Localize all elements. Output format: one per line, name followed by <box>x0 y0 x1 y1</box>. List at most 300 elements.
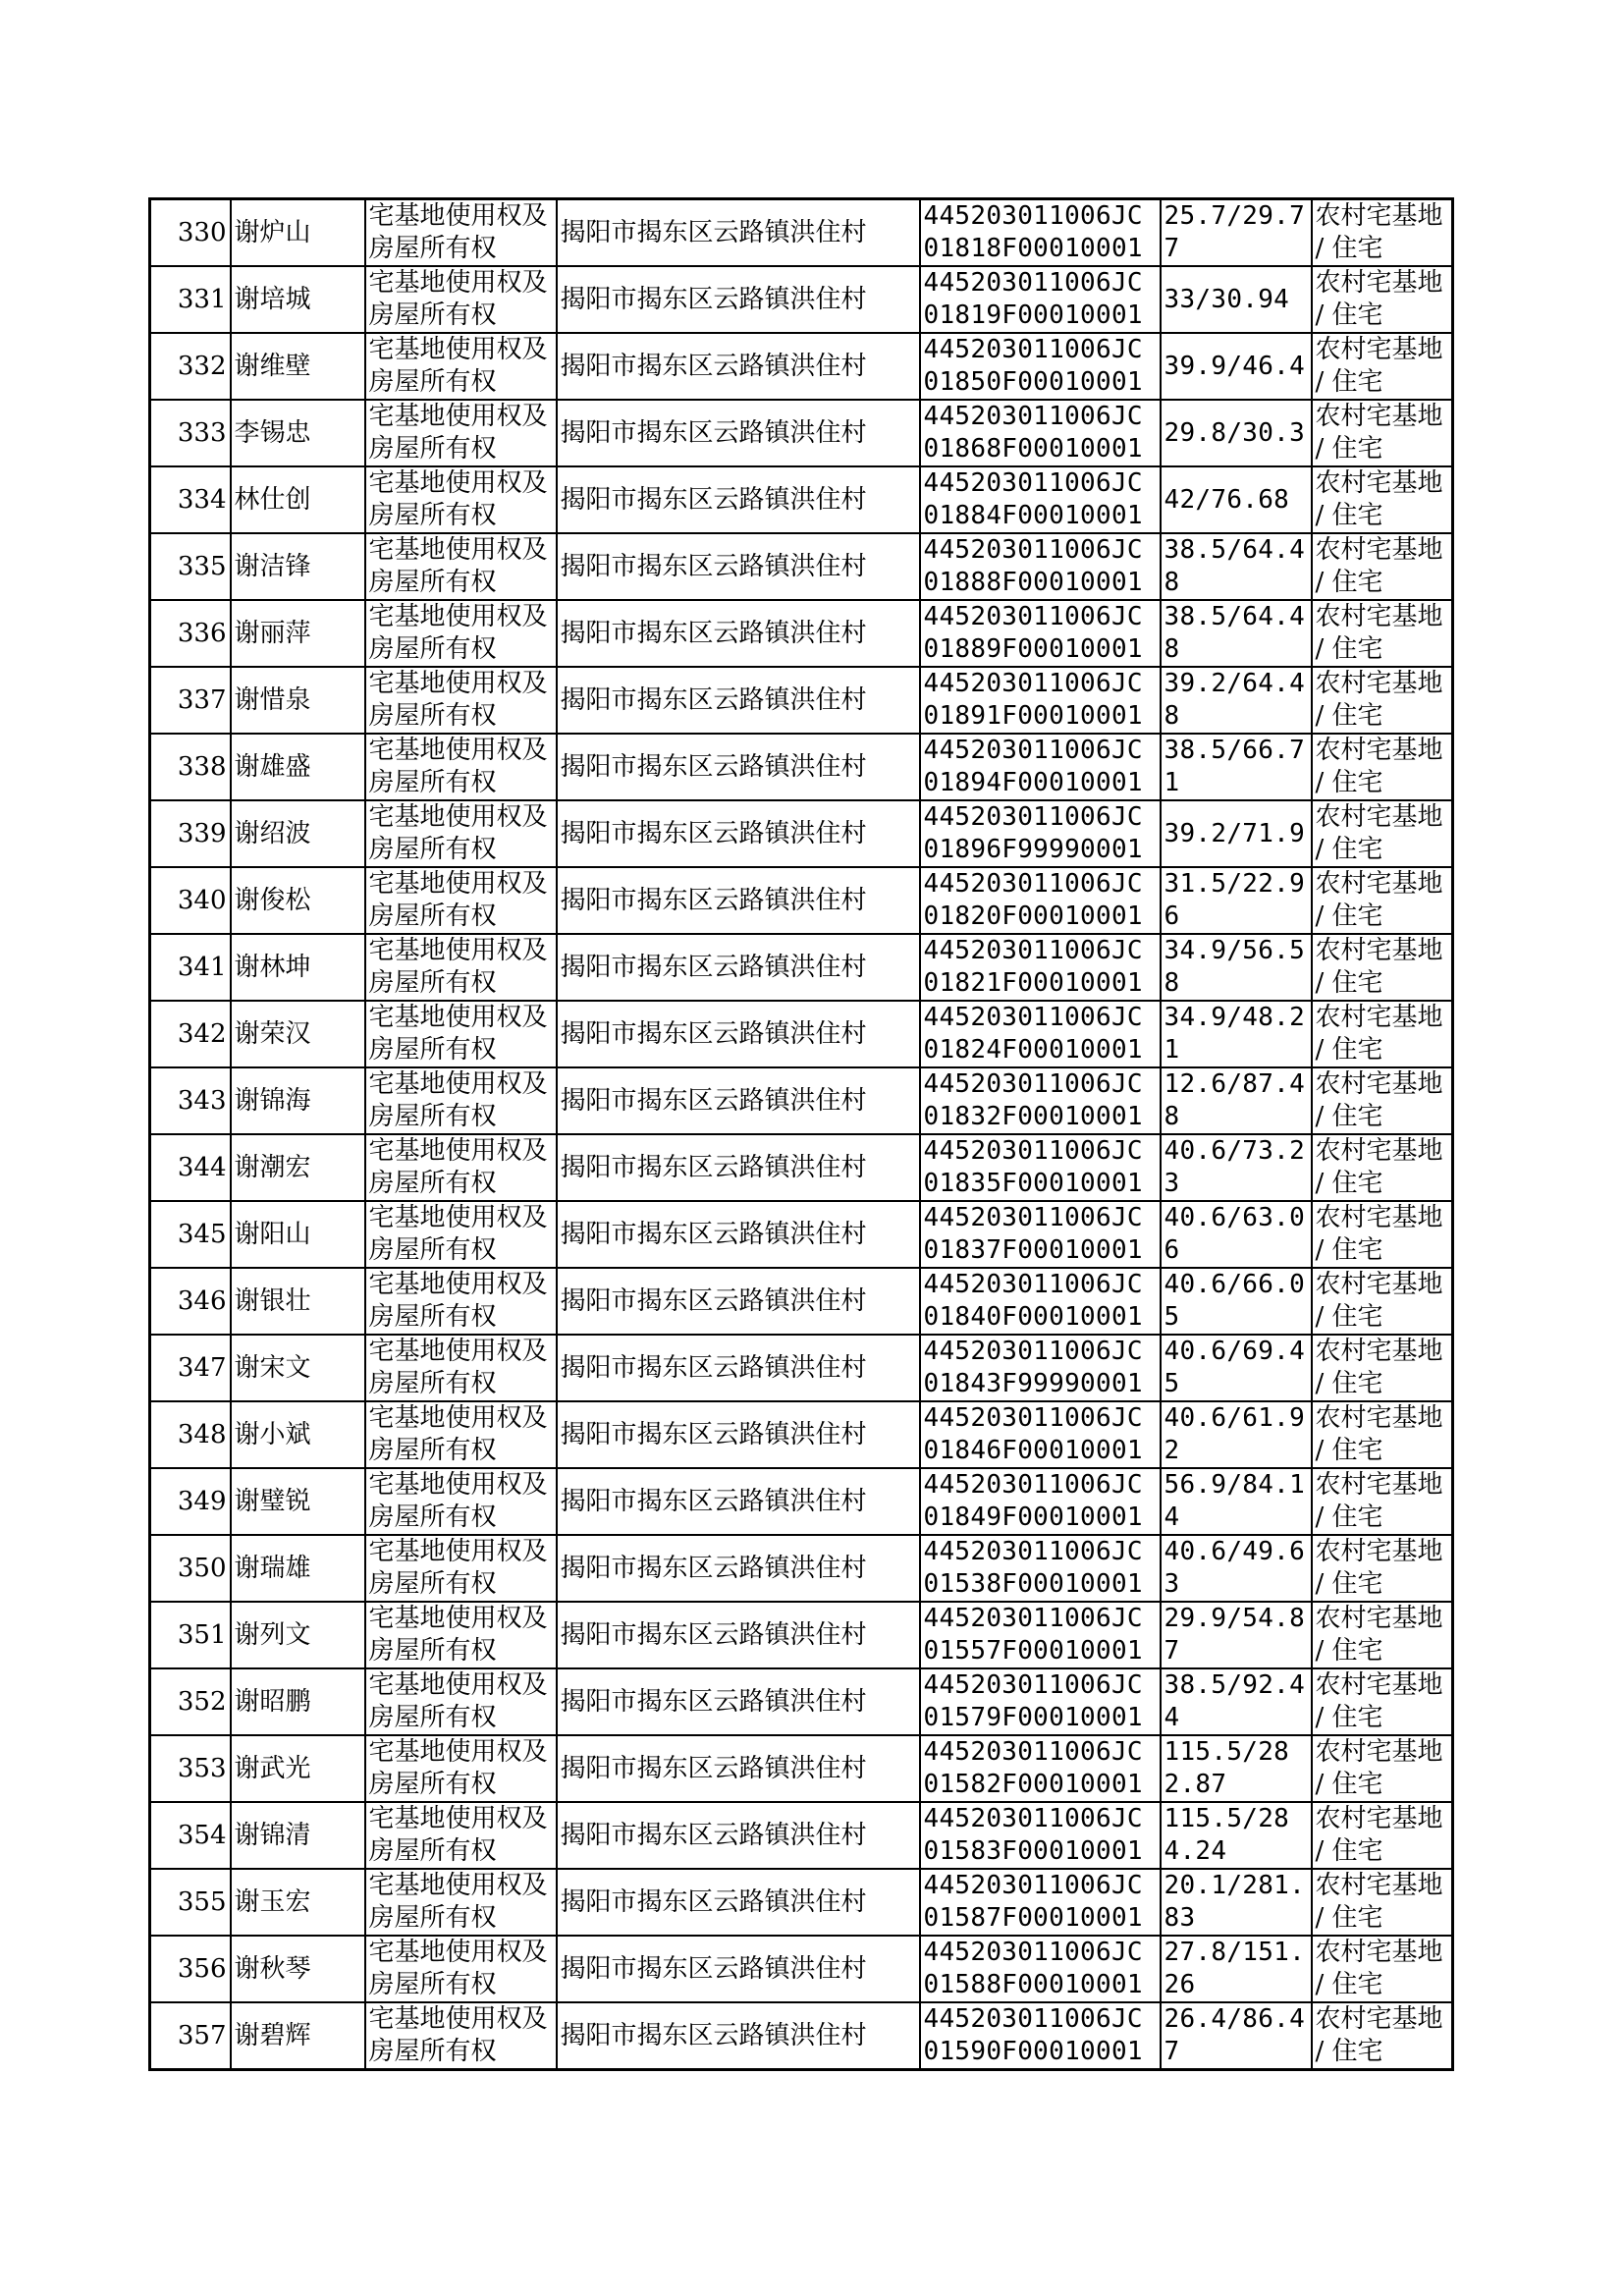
unit-code: 445203011006JC01538F00010001 <box>923 1537 1143 1599</box>
right-type-cell <box>365 1067 557 1134</box>
usage-cell <box>1312 1067 1453 1134</box>
unit-code: 445203011006JC01840F00010001 <box>923 1270 1143 1332</box>
right-type-cell <box>365 266 557 333</box>
owner-name: 谢小斌 <box>234 1419 311 1449</box>
area-cell <box>1161 1802 1312 1869</box>
area: 40.6/49.63 <box>1164 1537 1306 1599</box>
usage: 农村宅基地 / 住宅 <box>1315 1470 1443 1532</box>
location: 揭阳市揭东区云路镇洪住村 <box>560 1820 867 1850</box>
right-type: 宅基地使用权及房屋所有权 <box>368 802 548 864</box>
location: 揭阳市揭东区云路镇洪住村 <box>560 952 867 982</box>
table-row <box>150 1067 1453 1134</box>
unit-code-cell <box>920 734 1161 800</box>
right-type: 宅基地使用权及房屋所有权 <box>368 1670 548 1732</box>
owner-name: 谢洁锋 <box>234 551 311 581</box>
area-cell <box>1161 533 1312 600</box>
right-type: 宅基地使用权及房屋所有权 <box>368 1871 548 1933</box>
usage: 农村宅基地 / 住宅 <box>1315 1069 1443 1131</box>
owner-name-cell <box>231 867 365 934</box>
owner-name-cell <box>231 1134 365 1201</box>
row-number: 340 <box>177 885 227 915</box>
usage: 农村宅基地 / 住宅 <box>1315 1537 1443 1599</box>
usage: 农村宅基地 / 住宅 <box>1315 802 1443 864</box>
unit-code-cell <box>920 1668 1161 1735</box>
owner-name-cell <box>231 1802 365 1869</box>
area-cell <box>1161 400 1312 466</box>
usage: 农村宅基地 / 住宅 <box>1315 1804 1443 1866</box>
right-type: 宅基地使用权及房屋所有权 <box>368 1537 548 1599</box>
unit-code-cell <box>920 1134 1161 1201</box>
usage: 农村宅基地 / 住宅 <box>1315 1737 1443 1799</box>
owner-name-cell <box>231 1735 365 1802</box>
owner-name-cell <box>231 934 365 1001</box>
area-cell <box>1161 800 1312 867</box>
unit-code-cell <box>920 1869 1161 1936</box>
unit-code: 445203011006JC01579F00010001 <box>923 1670 1143 1732</box>
row-number: 351 <box>177 1619 227 1650</box>
row-number-cell <box>150 1001 231 1067</box>
table-row <box>150 400 1453 466</box>
right-type-cell <box>365 2002 557 2070</box>
area: 42/76.68 <box>1164 484 1290 515</box>
table-row <box>150 1602 1453 1668</box>
location: 揭阳市揭东区云路镇洪住村 <box>560 1686 867 1717</box>
table-row <box>150 800 1453 867</box>
area-cell <box>1161 1869 1312 1936</box>
owner-name: 谢列文 <box>234 1619 311 1650</box>
row-number: 345 <box>177 1219 227 1249</box>
right-type: 宅基地使用权及房屋所有权 <box>368 1337 548 1398</box>
location: 揭阳市揭东区云路镇洪住村 <box>560 1953 867 1984</box>
right-type-cell <box>365 1869 557 1936</box>
location: 揭阳市揭东区云路镇洪住村 <box>560 1753 867 1783</box>
unit-code: 445203011006JC01894F00010001 <box>923 736 1143 797</box>
area: 33/30.94 <box>1164 284 1290 314</box>
table-row <box>150 199 1453 267</box>
usage: 农村宅基地 / 住宅 <box>1315 1670 1443 1732</box>
owner-name-cell <box>231 1335 365 1401</box>
unit-code-cell <box>920 266 1161 333</box>
usage-cell <box>1312 934 1453 1001</box>
right-type: 宅基地使用权及房屋所有权 <box>368 402 548 464</box>
location-cell <box>557 800 920 867</box>
unit-code-cell <box>920 934 1161 1001</box>
unit-code-cell <box>920 800 1161 867</box>
usage-cell <box>1312 1201 1453 1268</box>
unit-code-cell <box>920 333 1161 400</box>
row-number: 343 <box>177 1085 227 1116</box>
area-cell <box>1161 934 1312 1001</box>
location-cell <box>557 400 920 466</box>
owner-name: 谢俊松 <box>234 885 311 915</box>
area: 40.6/69.45 <box>1164 1337 1306 1398</box>
row-number: 332 <box>177 351 227 381</box>
unit-code-cell <box>920 1535 1161 1602</box>
unit-code-cell <box>920 1802 1161 1869</box>
table-row <box>150 867 1453 934</box>
location: 揭阳市揭东区云路镇洪住村 <box>560 284 867 314</box>
table-row <box>150 1936 1453 2002</box>
area: 40.6/63.06 <box>1164 1203 1306 1265</box>
usage: 农村宅基地 / 住宅 <box>1315 936 1443 998</box>
usage: 农村宅基地 / 住宅 <box>1315 869 1443 931</box>
area: 34.9/56.58 <box>1164 936 1306 998</box>
usage: 农村宅基地 / 住宅 <box>1315 468 1443 530</box>
owner-name: 谢璧锐 <box>234 1486 311 1516</box>
usage-cell <box>1312 1535 1453 1602</box>
area: 29.8/30.3 <box>1164 417 1306 448</box>
area-cell <box>1161 1335 1312 1401</box>
row-number-cell <box>150 600 231 667</box>
area: 39.2/71.9 <box>1164 818 1306 848</box>
row-number-cell <box>150 734 231 800</box>
usage: 农村宅基地 / 住宅 <box>1315 1003 1443 1065</box>
row-number: 331 <box>177 284 227 314</box>
owner-name: 林仕创 <box>234 484 311 515</box>
unit-code-cell <box>920 1067 1161 1134</box>
usage-cell <box>1312 1335 1453 1401</box>
right-type-cell <box>365 199 557 267</box>
right-type: 宅基地使用权及房屋所有权 <box>368 1069 548 1131</box>
location-cell <box>557 1401 920 1468</box>
usage: 农村宅基地 / 住宅 <box>1315 1270 1443 1332</box>
unit-code-cell <box>920 600 1161 667</box>
unit-code-cell <box>920 1268 1161 1335</box>
row-number-cell <box>150 1401 231 1468</box>
row-number-cell <box>150 667 231 734</box>
location: 揭阳市揭东区云路镇洪住村 <box>560 1152 867 1182</box>
right-type: 宅基地使用权及房屋所有权 <box>368 869 548 931</box>
owner-name-cell <box>231 266 365 333</box>
area-cell <box>1161 1936 1312 2002</box>
row-number: 335 <box>177 551 227 581</box>
owner-name-cell <box>231 1201 365 1268</box>
location-cell <box>557 734 920 800</box>
table-row <box>150 533 1453 600</box>
location: 揭阳市揭东区云路镇洪住村 <box>560 1085 867 1116</box>
table-row <box>150 1468 1453 1535</box>
owner-name: 谢荣汉 <box>234 1018 311 1049</box>
right-type: 宅基地使用权及房屋所有权 <box>368 1403 548 1465</box>
owner-name: 谢锦海 <box>234 1085 311 1116</box>
location-cell <box>557 1001 920 1067</box>
owner-name: 谢雄盛 <box>234 751 311 782</box>
owner-name-cell <box>231 734 365 800</box>
usage: 农村宅基地 / 住宅 <box>1315 201 1443 263</box>
area: 39.9/46.4 <box>1164 351 1306 381</box>
right-type-cell <box>365 1201 557 1268</box>
table-row <box>150 1668 1453 1735</box>
unit-code: 445203011006JC01583F00010001 <box>923 1804 1143 1866</box>
area: 27.8/151.26 <box>1164 1938 1306 1999</box>
unit-code: 445203011006JC01557F00010001 <box>923 1604 1143 1666</box>
area-cell <box>1161 466 1312 533</box>
owner-name-cell <box>231 533 365 600</box>
usage-cell <box>1312 1134 1453 1201</box>
table-row <box>150 1735 1453 1802</box>
area: 34.9/48.21 <box>1164 1003 1306 1065</box>
unit-code: 445203011006JC01820F00010001 <box>923 869 1143 931</box>
area-cell <box>1161 1468 1312 1535</box>
row-number: 337 <box>177 684 227 715</box>
row-number-cell <box>150 1735 231 1802</box>
right-type-cell <box>365 800 557 867</box>
area: 20.1/281.83 <box>1164 1871 1306 1933</box>
area: 12.6/87.48 <box>1164 1069 1306 1131</box>
area: 115.5/284.24 <box>1164 1804 1290 1866</box>
row-number-cell <box>150 800 231 867</box>
right-type: 宅基地使用权及房屋所有权 <box>368 736 548 797</box>
location: 揭阳市揭东区云路镇洪住村 <box>560 751 867 782</box>
right-type: 宅基地使用权及房屋所有权 <box>368 1737 548 1799</box>
location-cell <box>557 199 920 267</box>
area: 26.4/86.47 <box>1164 2004 1306 2066</box>
right-type: 宅基地使用权及房屋所有权 <box>368 535 548 597</box>
row-number-cell <box>150 934 231 1001</box>
unit-code: 445203011006JC01821F00010001 <box>923 936 1143 998</box>
unit-code: 445203011006JC01850F00010001 <box>923 335 1143 397</box>
right-type: 宅基地使用权及房屋所有权 <box>368 2004 548 2066</box>
right-type: 宅基地使用权及房屋所有权 <box>368 1003 548 1065</box>
right-type-cell <box>365 1134 557 1201</box>
location-cell <box>557 1735 920 1802</box>
area: 38.5/66.71 <box>1164 736 1306 797</box>
unit-code: 445203011006JC01868F00010001 <box>923 402 1143 464</box>
right-type-cell <box>365 1735 557 1802</box>
row-number: 338 <box>177 751 227 782</box>
right-type-cell <box>365 333 557 400</box>
row-number: 344 <box>177 1152 227 1182</box>
unit-code-cell <box>920 400 1161 466</box>
usage-cell <box>1312 1468 1453 1535</box>
table-row <box>150 667 1453 734</box>
usage: 农村宅基地 / 住宅 <box>1315 1136 1443 1198</box>
location: 揭阳市揭东区云路镇洪住村 <box>560 1619 867 1650</box>
owner-name-cell <box>231 1535 365 1602</box>
area: 31.5/22.96 <box>1164 869 1306 931</box>
table-row <box>150 266 1453 333</box>
unit-code: 445203011006JC01590F00010001 <box>923 2004 1143 2066</box>
row-number: 353 <box>177 1753 227 1783</box>
right-type: 宅基地使用权及房屋所有权 <box>368 1470 548 1532</box>
owner-name: 谢瑞雄 <box>234 1553 311 1583</box>
table-row <box>150 1401 1453 1468</box>
right-type: 宅基地使用权及房屋所有权 <box>368 936 548 998</box>
owner-name-cell <box>231 1067 365 1134</box>
owner-name-cell <box>231 1869 365 1936</box>
row-number-cell <box>150 1268 231 1335</box>
row-number: 347 <box>177 1352 227 1383</box>
usage-cell <box>1312 2002 1453 2070</box>
usage-cell <box>1312 600 1453 667</box>
unit-code: 445203011006JC01843F99990001 <box>923 1337 1143 1398</box>
area-cell <box>1161 600 1312 667</box>
unit-code-cell <box>920 1735 1161 1802</box>
area-cell <box>1161 1401 1312 1468</box>
area-cell <box>1161 1067 1312 1134</box>
location-cell <box>557 667 920 734</box>
table-row <box>150 466 1453 533</box>
location: 揭阳市揭东区云路镇洪住村 <box>560 351 867 381</box>
unit-code: 445203011006JC01846F00010001 <box>923 1403 1143 1465</box>
location-cell <box>557 1201 920 1268</box>
area-cell <box>1161 1735 1312 1802</box>
right-type-cell <box>365 1001 557 1067</box>
right-type-cell <box>365 1936 557 2002</box>
area-cell <box>1161 1668 1312 1735</box>
unit-code: 445203011006JC01849F00010001 <box>923 1470 1143 1532</box>
table-row <box>150 600 1453 667</box>
table-row <box>150 1134 1453 1201</box>
owner-name: 谢惜泉 <box>234 684 311 715</box>
unit-code: 445203011006JC01837F00010001 <box>923 1203 1143 1265</box>
usage: 农村宅基地 / 住宅 <box>1315 1604 1443 1666</box>
right-type: 宅基地使用权及房屋所有权 <box>368 1938 548 1999</box>
right-type-cell <box>365 1802 557 1869</box>
owner-name: 谢武光 <box>234 1753 311 1783</box>
row-number-cell <box>150 1468 231 1535</box>
unit-code-cell <box>920 199 1161 267</box>
owner-name-cell <box>231 800 365 867</box>
right-type-cell <box>365 1602 557 1668</box>
registry-table <box>148 197 1454 2071</box>
right-type: 宅基地使用权及房屋所有权 <box>368 602 548 664</box>
location: 揭阳市揭东区云路镇洪住村 <box>560 1553 867 1583</box>
unit-code-cell <box>920 1936 1161 2002</box>
location-cell <box>557 934 920 1001</box>
location: 揭阳市揭东区云路镇洪住村 <box>560 818 867 848</box>
table-row <box>150 1001 1453 1067</box>
usage-cell <box>1312 466 1453 533</box>
row-number-cell <box>150 533 231 600</box>
location: 揭阳市揭东区云路镇洪住村 <box>560 1285 867 1316</box>
usage-cell <box>1312 1735 1453 1802</box>
area: 39.2/64.48 <box>1164 669 1306 731</box>
right-type-cell <box>365 1535 557 1602</box>
right-type-cell <box>365 600 557 667</box>
right-type-cell <box>365 1335 557 1401</box>
usage-cell <box>1312 1268 1453 1335</box>
row-number: 348 <box>177 1419 227 1449</box>
area: 38.5/64.48 <box>1164 602 1306 664</box>
right-type: 宅基地使用权及房屋所有权 <box>368 669 548 731</box>
unit-code-cell <box>920 867 1161 934</box>
location-cell <box>557 1335 920 1401</box>
area-cell <box>1161 734 1312 800</box>
right-type: 宅基地使用权及房屋所有权 <box>368 1203 548 1265</box>
location: 揭阳市揭东区云路镇洪住村 <box>560 618 867 648</box>
row-number-cell <box>150 867 231 934</box>
owner-name: 谢炉山 <box>234 217 311 247</box>
area: 40.6/73.23 <box>1164 1136 1306 1198</box>
usage: 农村宅基地 / 住宅 <box>1315 335 1443 397</box>
usage: 农村宅基地 / 住宅 <box>1315 736 1443 797</box>
owner-name: 谢秋琴 <box>234 1953 311 1984</box>
area: 38.5/64.48 <box>1164 535 1306 597</box>
usage-cell <box>1312 533 1453 600</box>
area-cell <box>1161 199 1312 267</box>
owner-name: 谢碧辉 <box>234 2020 311 2050</box>
right-type: 宅基地使用权及房屋所有权 <box>368 335 548 397</box>
row-number: 355 <box>177 1886 227 1917</box>
owner-name-cell <box>231 1001 365 1067</box>
row-number-cell <box>150 400 231 466</box>
location-cell <box>557 1802 920 1869</box>
owner-name: 谢宋文 <box>234 1352 311 1383</box>
location-cell <box>557 1067 920 1134</box>
unit-code-cell <box>920 533 1161 600</box>
usage-cell <box>1312 266 1453 333</box>
area-cell <box>1161 2002 1312 2070</box>
owner-name: 谢阳山 <box>234 1219 311 1249</box>
right-type: 宅基地使用权及房屋所有权 <box>368 468 548 530</box>
area-cell <box>1161 667 1312 734</box>
unit-code-cell <box>920 1468 1161 1535</box>
table-row <box>150 1335 1453 1401</box>
table-row <box>150 1268 1453 1335</box>
right-type-cell <box>365 1668 557 1735</box>
unit-code: 445203011006JC01587F00010001 <box>923 1871 1143 1933</box>
location-cell <box>557 1268 920 1335</box>
area: 56.9/84.14 <box>1164 1470 1306 1532</box>
location: 揭阳市揭东区云路镇洪住村 <box>560 1486 867 1516</box>
table-row <box>150 333 1453 400</box>
registry-body <box>150 199 1453 2070</box>
location-cell <box>557 1869 920 1936</box>
usage-cell <box>1312 1802 1453 1869</box>
location: 揭阳市揭东区云路镇洪住村 <box>560 484 867 515</box>
table-row <box>150 1802 1453 1869</box>
area-cell <box>1161 1134 1312 1201</box>
right-type: 宅基地使用权及房屋所有权 <box>368 1270 548 1332</box>
owner-name: 谢银壮 <box>234 1285 311 1316</box>
row-number-cell <box>150 1335 231 1401</box>
area-cell <box>1161 867 1312 934</box>
usage-cell <box>1312 734 1453 800</box>
row-number-cell <box>150 2002 231 2070</box>
location: 揭阳市揭东区云路镇洪住村 <box>560 1886 867 1917</box>
unit-code: 445203011006JC01824F00010001 <box>923 1003 1143 1065</box>
usage: 农村宅基地 / 住宅 <box>1315 1403 1443 1465</box>
right-type: 宅基地使用权及房屋所有权 <box>368 268 548 330</box>
right-type: 宅基地使用权及房屋所有权 <box>368 201 548 263</box>
usage: 农村宅基地 / 住宅 <box>1315 669 1443 731</box>
unit-code: 445203011006JC01582F00010001 <box>923 1737 1143 1799</box>
usage-cell <box>1312 1001 1453 1067</box>
owner-name-cell <box>231 667 365 734</box>
right-type: 宅基地使用权及房屋所有权 <box>368 1804 548 1866</box>
row-number: 330 <box>177 217 227 247</box>
row-number-cell <box>150 1067 231 1134</box>
location-cell <box>557 1535 920 1602</box>
usage: 农村宅基地 / 住宅 <box>1315 402 1443 464</box>
owner-name: 谢绍波 <box>234 818 311 848</box>
location: 揭阳市揭东区云路镇洪住村 <box>560 551 867 581</box>
unit-code: 445203011006JC01832F00010001 <box>923 1069 1143 1131</box>
area-cell <box>1161 1602 1312 1668</box>
owner-name-cell <box>231 199 365 267</box>
location-cell <box>557 1668 920 1735</box>
right-type: 宅基地使用权及房屋所有权 <box>368 1136 548 1198</box>
usage-cell <box>1312 867 1453 934</box>
location-cell <box>557 2002 920 2070</box>
owner-name-cell <box>231 466 365 533</box>
row-number: 354 <box>177 1820 227 1850</box>
owner-name-cell <box>231 1401 365 1468</box>
owner-name: 李锡忠 <box>234 417 311 448</box>
right-type-cell <box>365 1401 557 1468</box>
location: 揭阳市揭东区云路镇洪住村 <box>560 684 867 715</box>
